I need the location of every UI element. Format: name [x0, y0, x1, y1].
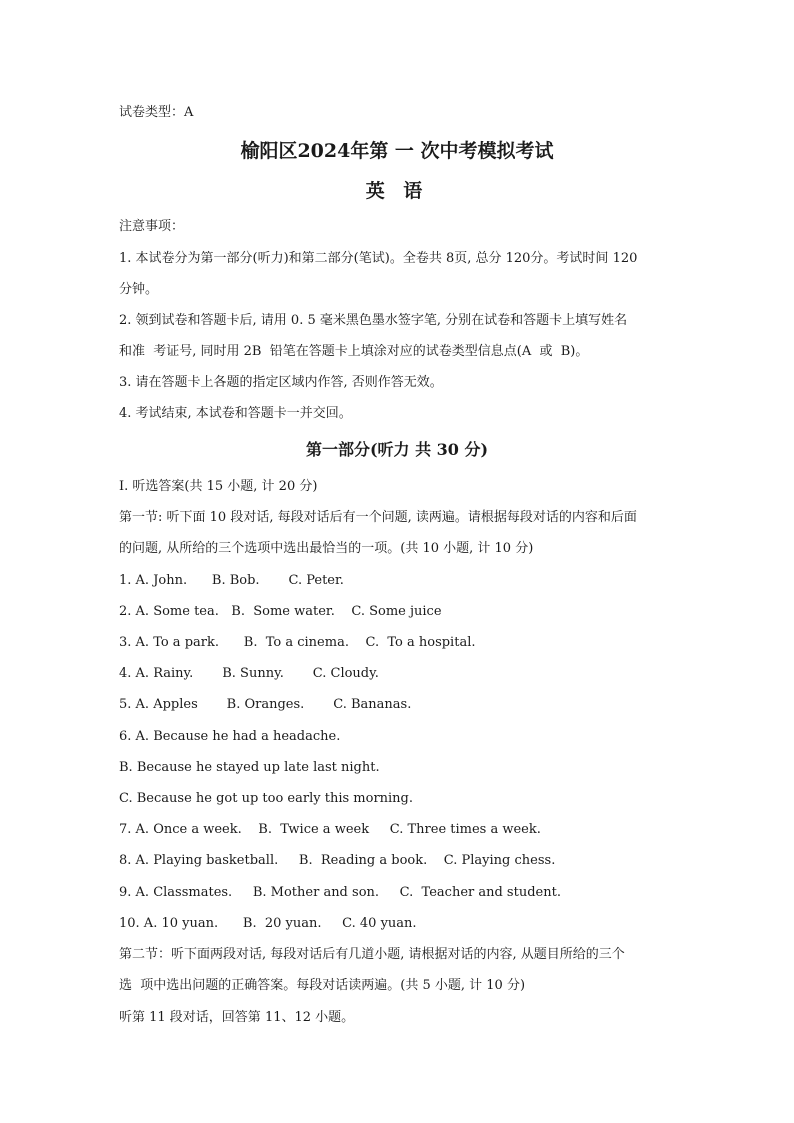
notes-line: 和准 考证号, 同时用 2B 铅笔在答题卡上填涂对应的试卷类型信息点(A 或 B)。: [119, 344, 589, 359]
question-option: B. Because he stayed up late last night.: [119, 760, 380, 775]
question-item: 5. A. Apples B. Oranges. C. Bananas.: [119, 697, 412, 712]
question-item: 4. A. Rainy. B. Sunny. C. Cloudy.: [119, 666, 379, 681]
question-item: 1. A. John. B. Bob. C. Peter.: [119, 573, 344, 588]
question-item: 9. A. Classmates. B. Mother and son. C. Teacher and student.: [119, 885, 561, 900]
part1-heading: 第一部分(听力 共 30 分): [305, 440, 489, 459]
dialogue-instruction: 听第 11 段对话，回答第 11、12 小题。: [119, 1010, 355, 1025]
notes-line: 3. 请在答题卡上各题的指定区域内作答, 否则作答无效。: [119, 375, 443, 390]
section1-instruction: 的问题, 从所给的三个选项中选出最恰当的一项。(共 10 小题, 计 10 分): [119, 541, 534, 556]
section1-instruction: 第一节: 听下面 10 段对话, 每段对话后有一个问题, 读两遍。请根据每段对话的内容和后面: [119, 510, 637, 525]
section-heading: I. 听选答案(共 15 小题, 计 20 分): [119, 479, 318, 494]
notes-line: 4. 考试结束, 本试卷和答题卡一并交回。: [119, 406, 352, 421]
question-item: 7. A. Once a week. B. Twice a week C. Three times a week.: [119, 822, 541, 837]
exam-title: 榆阳区2024年第 一 次中考模拟考试: [240, 140, 554, 162]
question-item: 10. A. 10 yuan. B. 20 yuan. C. 40 yuan.: [119, 916, 417, 931]
notes-line: 2. 领到试卷和答题卡后, 请用 0. 5 毫米黑色墨水签字笔, 分别在试卷和答题卡上填写姓名: [119, 313, 628, 328]
notes-line: 分钟。: [119, 282, 159, 297]
question-item: 8. A. Playing basketball. B. Reading a book. C. Playing chess.: [119, 853, 556, 868]
paper-type: 试卷类型：A: [119, 105, 194, 120]
section2-instruction: 选 项中选出问题的正确答案。每段对话读两遍。(共 5 小题, 计 10 分): [119, 978, 526, 993]
subject-title: 英 语: [365, 180, 429, 202]
section2-instruction: 第二节：听下面两段对话, 每段对话后有几道小题, 请根据对话的内容, 从题目所给的三个: [119, 947, 625, 962]
notes-line: 1. 本试卷分为第一部分(听力)和第二部分(笔试)。全卷共 8页, 总分 120分。考试时间 120: [119, 251, 638, 266]
question-option: C. Because he got up too early this morning.: [119, 791, 414, 806]
question-item: 2. A. Some tea. B. Some water. C. Some juice: [119, 604, 442, 619]
question-item: 6. A. Because he had a headache.: [119, 729, 341, 744]
notes-heading: 注意事项：: [119, 219, 185, 234]
question-item: 3. A. To a park. B. To a cinema. C. To a hospital.: [119, 635, 476, 650]
